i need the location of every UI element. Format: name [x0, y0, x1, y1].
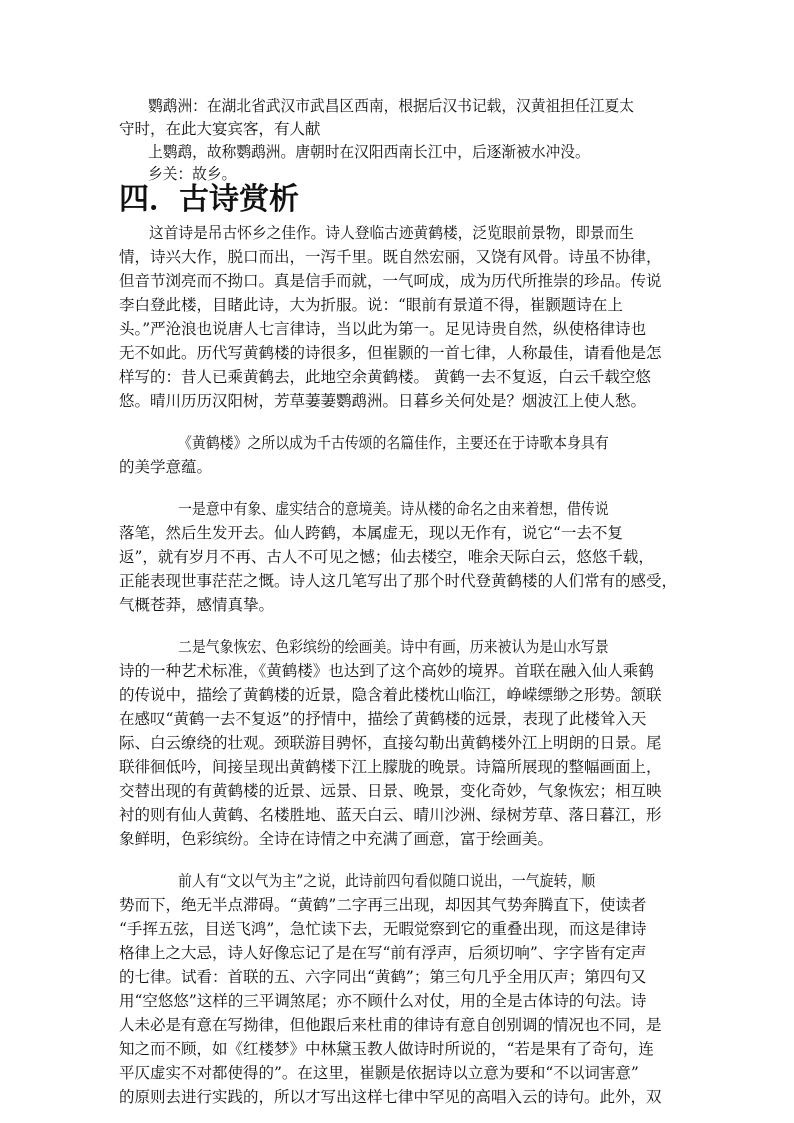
paragraph-line: 的七律。试看：首联的五、六字同出“黄鹤”；第三句几乎全用仄声；第四句又: [119, 968, 647, 986]
paragraph-line: 知之而不顾，如《红楼梦》中林黛玉教人做诗时所说的，“若是果有了奇句，连: [119, 1040, 654, 1058]
paragraph-line: 衬的则有仙人黄鹤、名楼胜地、蓝天白云、晴川沙洲、绿树芳草、落日暮江，形: [119, 806, 662, 824]
section-heading: 四．古诗赏析: [119, 182, 299, 217]
paragraph-line: 头。”严沧浪也说唐人七言律诗，当以此为第一。足见诗贵自然，纵使格律诗也: [119, 320, 647, 338]
paragraph-line: 际、白云缭绕的壮观。颈联游目骋怀，直接勾勒出黄鹤楼外江上明朗的日景。尾: [119, 734, 662, 752]
paragraph-line: 象鲜明，色彩缤纷。全诗在诗情之中充满了画意，富于绘画美。: [119, 830, 554, 848]
paragraph-line: 用“空悠悠”这样的三平调煞尾；亦不顾什么对仗，用的全是古体诗的句法。诗: [119, 992, 647, 1010]
paragraph-line: 的原则去进行实践的，所以才写出这样七律中罕见的高唱入云的诗句。此外，双: [119, 1088, 662, 1106]
note-yingwuzhou-line-1: 鹦鹉洲：在湖北省武汉市武昌区西南，根据后汉书记载，汉黄祖担任江夏太: [148, 97, 634, 115]
paragraph-line: 交替出现的有黄鹤楼的近景、远景、日景、晚景，变化奇妙，气象恢宏；相互映: [119, 782, 662, 800]
note-xiangguan: 乡关：故乡。: [148, 165, 237, 183]
paragraph-line: 势而下，绝无半点滞碍。“黄鹤”二字再三出现，却因其气势奔腾直下，使读者: [119, 896, 647, 914]
paragraph-line: 气概苍莽，感情真挚。: [119, 596, 275, 614]
paragraph-line: 正能表现世事茫茫之慨。诗人这几笔写出了那个时代登黄鹤楼的人们常有的感受，: [119, 572, 678, 590]
paragraph-line: 在感叹“黄鹤一去不复返”的抒情中，描绘了黄鹤楼的远景，表现了此楼耸入天: [119, 710, 647, 728]
paragraph-line: 人未必是有意在写拗律，但他跟后来杜甫的律诗有意自创别调的情况也不同，是: [119, 1016, 662, 1034]
paragraph-line: 诗的一种艺术标准，《黄鹤楼》也达到了这个高妙的境界。首联在融入仙人乘鹤: [119, 662, 654, 680]
paragraph-line: 样写的：昔人已乘黄鹤去，此地空余黄鹤楼。 黄鹤一去不复返，白云千载空悠: [119, 368, 651, 386]
paragraph-line: 但音节浏亮而不拗口。真是信手而就，一气呵成，成为历代所推崇的珍品。传说: [119, 272, 662, 290]
paragraph-line: 的传说中，描绘了黄鹤楼的近景，隐含着此楼枕山临江，峥嵘缥缈之形势。颔联: [119, 686, 662, 704]
paragraph-line: 这首诗是吊古怀乡之佳作。诗人登临古迹黄鹤楼，泛览眼前景物，即景而生: [149, 224, 635, 242]
note-yingwuzhou-line-2: 守时，在此大宴宾客，有人献: [119, 120, 321, 138]
paragraph-line: 《黄鹤楼》之所以成为千古传颂的名篇佳作，主要还在于诗歌本身具有: [178, 434, 609, 452]
paragraph-line: 一是意中有象、虚实结合的意境美。诗从楼的命名之由来着想，借传说: [178, 500, 609, 518]
paragraph-line: 无不如此。历代写黄鹤楼的诗很多，但崔颢的一首七律，人称最佳，请看他是怎: [119, 344, 662, 362]
paragraph-line: 李白登此楼，目睹此诗，大为折服。说：“眼前有景道不得，崔颢题诗在上: [119, 296, 623, 314]
paragraph-line: 返”，就有岁月不再、古人不可见之憾；仙去楼空，唯余天际白云，悠悠千载，: [119, 548, 654, 566]
paragraph-line: “手挥五弦，目送飞鸿”，急忙读下去，无暇觉察到它的重叠出现，而这是律诗: [119, 920, 647, 938]
paragraph-line: 联徘徊低吟，间接呈现出黄鹤楼下江上朦胧的晚景。诗篇所展现的整幅画面上，: [119, 758, 662, 776]
paragraph-line: 悠。晴川历历汉阳树，芳草萋萋鹦鹉洲。日暮乡关何处是？烟波江上使人愁。: [119, 392, 647, 410]
paragraph-line: 的美学意蕴。: [119, 458, 213, 476]
paragraph-line: 落笔，然后生发开去。仙人跨鹤，本属虚无，现以无作有，说它“一去不复: [119, 524, 623, 542]
paragraph-line: 平仄虚实不对都使得的”。在这里，崔颢是依据诗以立意为要和“不以词害意”: [119, 1064, 639, 1082]
paragraph-line: 格律上之大忌，诗人好像忘记了是在写“前有浮声，后须切响”、字字皆有定声: [119, 944, 647, 962]
paragraph-line: 前人有“文以气为主”之说，此诗前四句看似随口说出，一气旋转，顺: [178, 872, 596, 890]
paragraph-line: 二是气象恢宏、色彩缤纷的绘画美。诗中有画，历来被认为是山水写景: [178, 638, 609, 656]
paragraph-line: 情，诗兴大作，脱口而出，一泻千里。既自然宏丽，又饶有风骨。诗虽不协律，: [119, 248, 662, 266]
note-yingwuzhou-line-3: 上鹦鹉，故称鹦鹉洲。唐朝时在汉阳西南长江中，后逐渐被水冲没。: [148, 143, 590, 161]
